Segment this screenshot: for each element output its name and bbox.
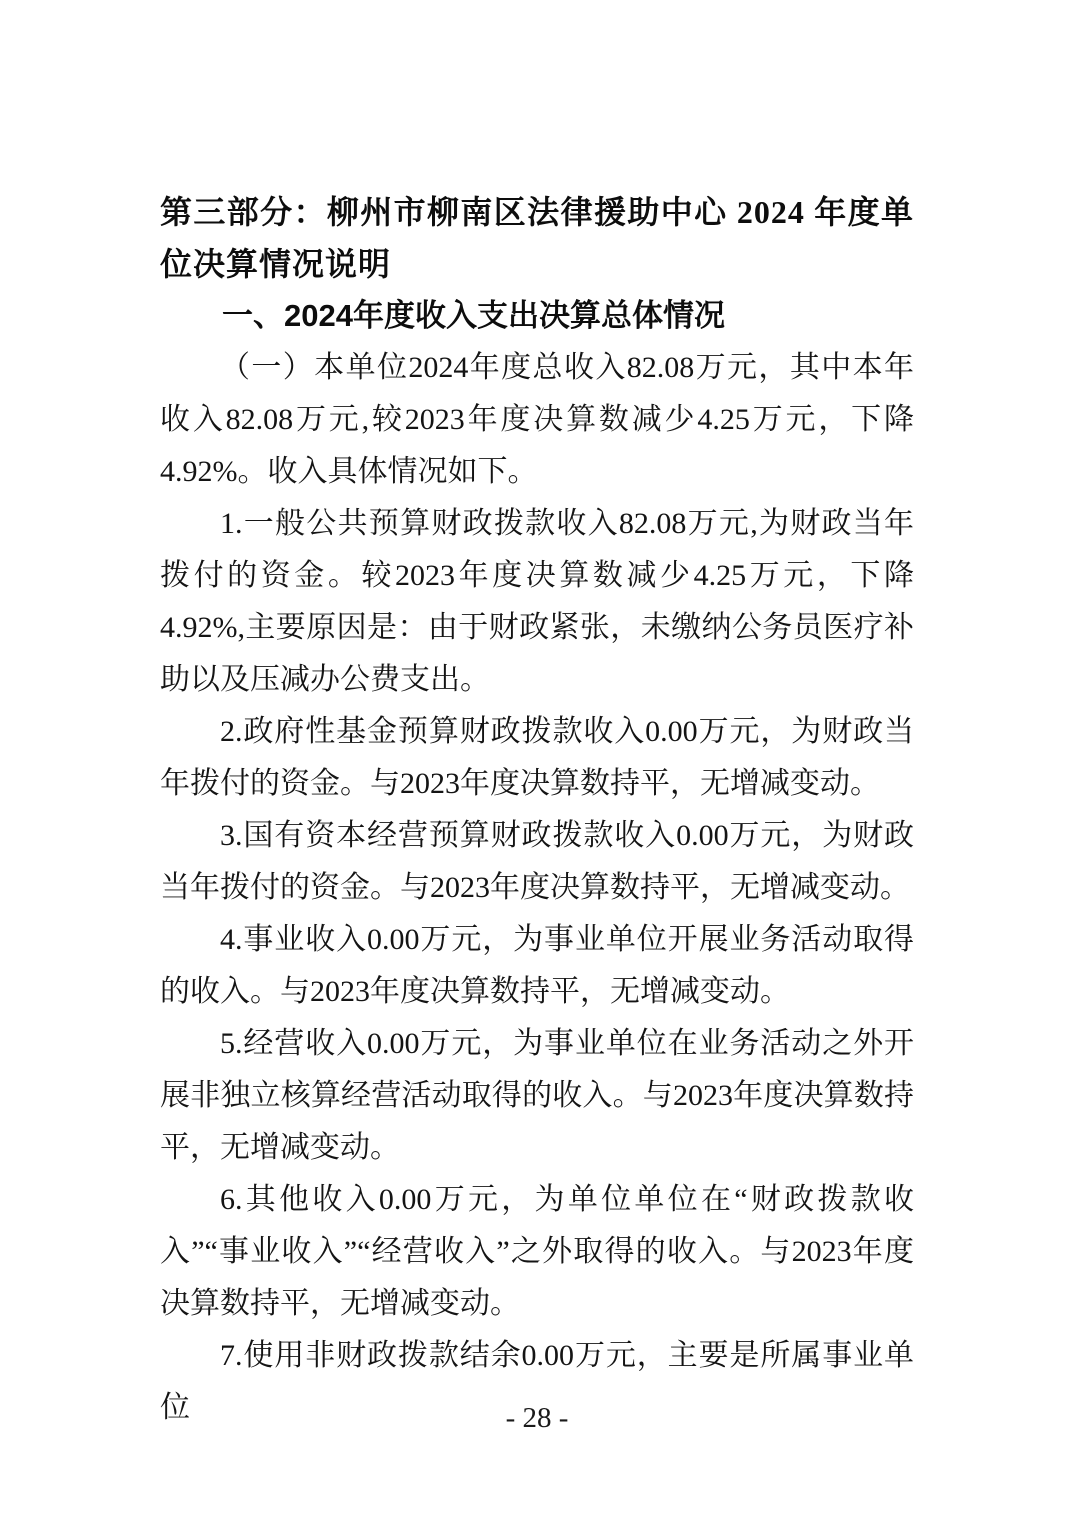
paragraph-total-income: （一）本单位2024年度总收入82.08万元，其中本年收入82.08万元,较2023年度决算数减少4.25万元，下降4.92%。收入具体情况如下。 xyxy=(160,351,914,488)
document-content xyxy=(160,186,914,1434)
paragraph-item-5-operating-income: 5.经营收入0.00万元，为事业单位在业务活动之外开展非独立核算经营活动取得的收入。与2023年度决算数持平，无增减变动。 xyxy=(160,1027,914,1164)
paragraph-item-1-general-budget: 1.一般公共预算财政拨款收入82.08万元,为财政当年拨付的资金。较2023年度决算数减少4.25万元，下降4.92%,主要原因是：由于财政紧张，未缴纳公务员医疗补助以及压减办公费支出。 xyxy=(160,507,914,696)
paragraph-item-4-institution-income: 4.事业收入0.00万元，为事业单位开展业务活动取得的收入。与2023年度决算数持平，无增减变动。 xyxy=(160,923,914,1008)
section-heading: 一、2024年度收入支出决算总体情况 xyxy=(222,298,725,333)
paragraph-item-6-other-income: 6.其他收入0.00万元，为单位单位在“财政拨款收入”“事业收入”“经营收入”之外取得的收入。与2023年度决算数持平，无增减变动。 xyxy=(160,1183,914,1320)
document-title: 第三部分：柳州市柳南区法律援助中心 2024 年度单位决算情况说明 xyxy=(160,194,914,282)
paragraph-item-3-state-capital: 3.国有资本经营预算财政拨款收入0.00万元，为财政当年拨付的资金。与2023年度决算数持平，无增减变动。 xyxy=(160,819,914,904)
page-number: - 28 - xyxy=(505,1402,569,1434)
paragraph-item-2-government-fund: 2.政府性基金预算财政拨款收入0.00万元，为财政当年拨付的资金。与2023年度决算数持平，无增减变动。 xyxy=(160,715,914,800)
paragraph-item-7-non-fiscal-balance: 7.使用非财政拨款结余0.00万元，主要是所属事业单位 xyxy=(160,1339,914,1424)
